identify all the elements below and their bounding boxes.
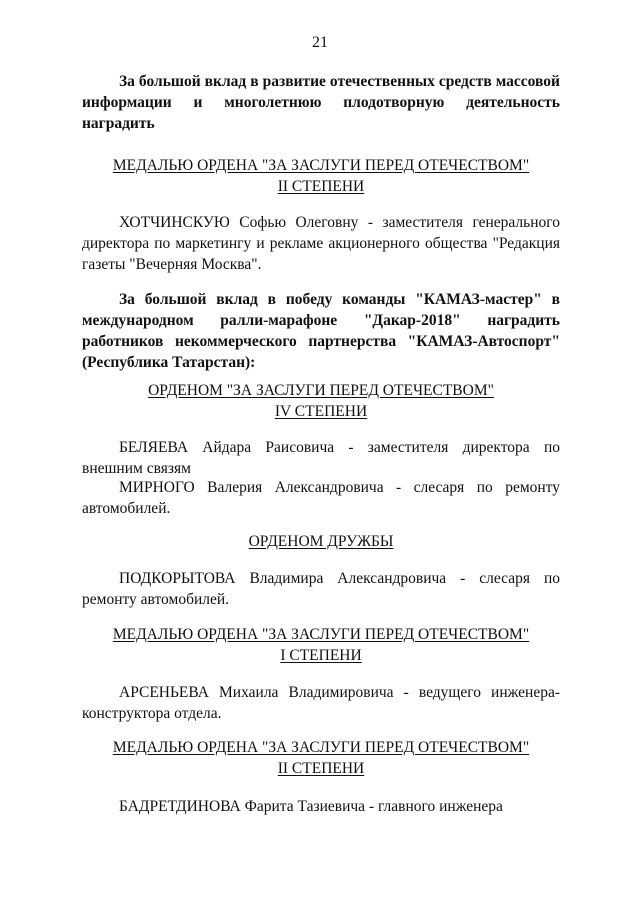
award-heading-5 xyxy=(82,737,560,779)
award-heading-1 xyxy=(82,155,560,197)
award-heading-4 xyxy=(82,624,560,666)
award-heading-1-line2: II СТЕПЕНИ xyxy=(277,178,365,195)
award-heading-4-line2: I СТЕПЕНИ xyxy=(280,647,362,664)
award-heading-2-line2: IV СТЕПЕНИ xyxy=(274,403,368,420)
award-heading-4-line1: МЕДАЛЬЮ ОРДЕНА "ЗА ЗАСЛУГИ ПЕРЕД ОТЕЧЕСТВОМ" xyxy=(112,626,530,643)
awardee-hotchinskaya: ХОТЧИНСКУЮ Софью Олеговну - заместителя генерального директора по маркетингу и рекламе акционерного общества "Редакция газеты "Вечерняя Москва". xyxy=(82,214,560,273)
award-heading-2 xyxy=(82,380,560,422)
awardee-mirny: МИРНОГО Валерия Александровича - слесаря по ремонту автомобилей. xyxy=(82,479,560,517)
award-heading-1-line1: МЕДАЛЬЮ ОРДЕНА "ЗА ЗАСЛУГИ ПЕРЕД ОТЕЧЕСТВОМ" xyxy=(112,157,530,174)
awardee-badretdinov: БАДРЕТДИНОВА Фарита Тазиевича - главного инженера xyxy=(119,798,503,815)
awardee-arsenyev: АРСЕНЬЕВА Михаила Владимировича - ведущего инженера-конструктора отдела. xyxy=(82,684,560,722)
decree-intro-media: За большой вклад в развитие отечественных средств массовой информации и многолетнюю плодотворную деятельность наградить xyxy=(82,73,560,132)
award-heading-2-line1: ОРДЕНОМ "ЗА ЗАСЛУГИ ПЕРЕД ОТЕЧЕСТВОМ" xyxy=(148,382,494,399)
award-heading-5-line1: МЕДАЛЬЮ ОРДЕНА "ЗА ЗАСЛУГИ ПЕРЕД ОТЕЧЕСТВОМ" xyxy=(112,739,530,756)
page-number: 21 xyxy=(312,34,328,51)
awardee-podkorytov: ПОДКОРЫТОВА Владимира Александровича - слесаря по ремонту автомобилей. xyxy=(82,570,560,608)
award-heading-5-line2: II СТЕПЕНИ xyxy=(277,760,365,777)
award-heading-3: ОРДЕНОМ ДРУЖБЫ xyxy=(248,533,394,550)
awardee-belyaev: БЕЛЯЕВА Айдара Раисовича - заместителя директора по внешним связям xyxy=(82,439,560,477)
decree-intro-kamaz: За большой вклад в победу команды "КАМАЗ-мастер" в международном ралли-марафоне "Дакар-2018" наградить работников некоммерческого партнерства "КАМАЗ-Автоспорт" (Республика Татарстан): xyxy=(82,291,560,371)
